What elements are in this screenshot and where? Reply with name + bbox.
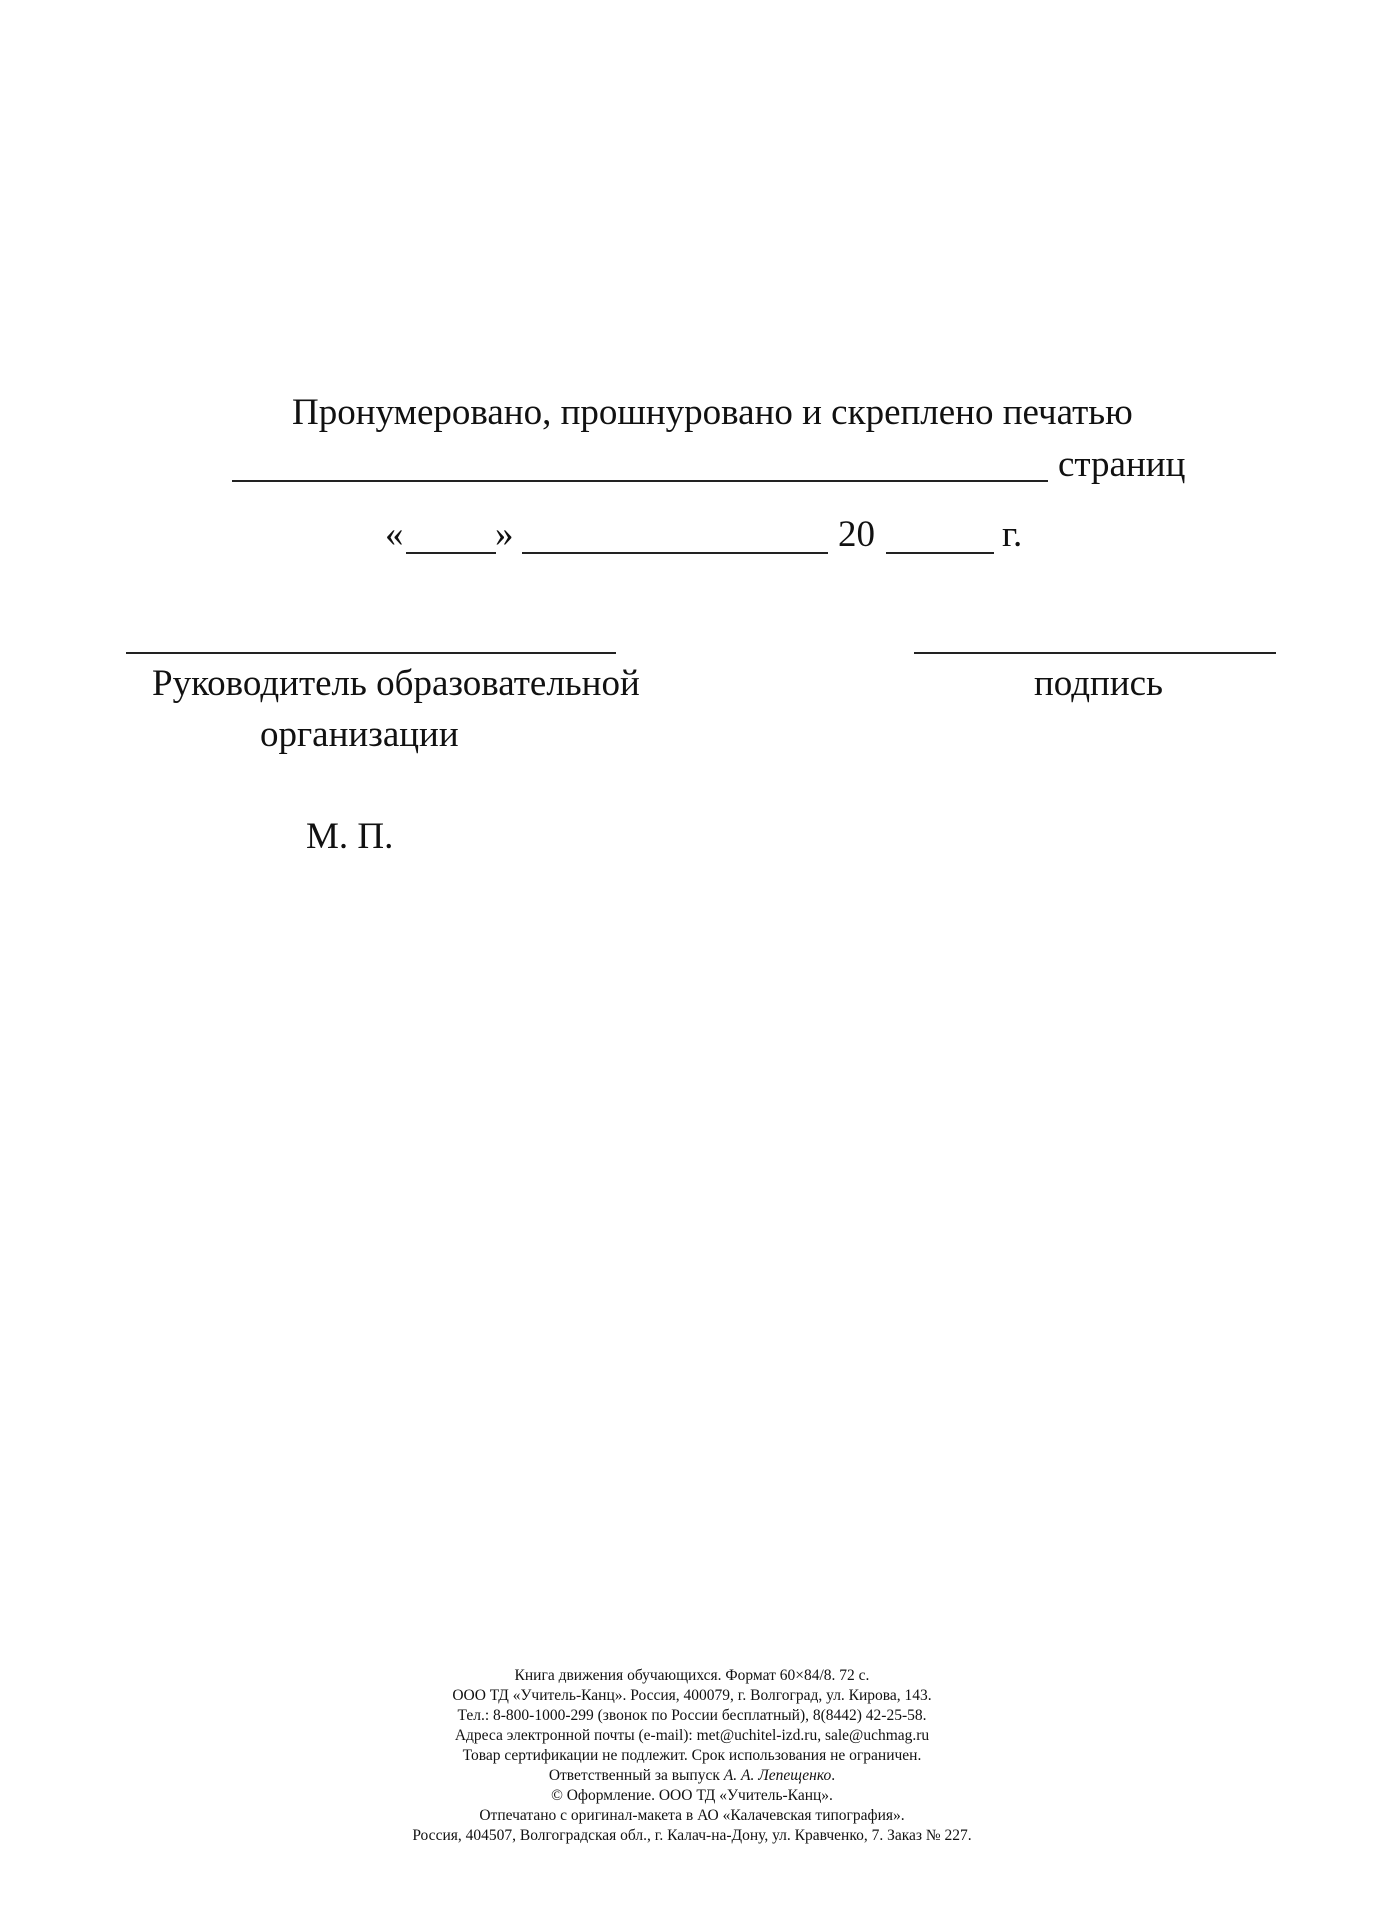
- imprint-line: Тел.: 8-800-1000-299 (звонок по России бесплатный), 8(8442) 42-25-58.: [457, 1707, 927, 1724]
- imprint-line: Отпечатано с оригинал-макета в АО «Калачевская типография».: [479, 1807, 905, 1824]
- date-year-prefix: 20: [838, 514, 875, 555]
- imprint-line-responsible: [0, 1766, 1384, 1786]
- responsible-suffix: .: [831, 1767, 836, 1784]
- imprint-line: Товар сертификации не подлежит. Срок использования не ограничен.: [462, 1747, 922, 1764]
- imprint-line: © Оформление. ООО ТД «Учитель-Канц».: [551, 1787, 833, 1804]
- responsible-name: А. А. Лепещенко: [723, 1767, 832, 1784]
- imprint-line: Россия, 404507, Волгоградская обл., г. Калач-на-Дону, ул. Кравченко, 7. Заказ № 227.: [412, 1827, 972, 1844]
- date-month-field: [522, 552, 828, 554]
- pages-count-field: [232, 480, 1048, 482]
- head-name-field: [126, 652, 616, 654]
- pages-suffix-label: страниц: [1058, 444, 1186, 485]
- head-label-line1: Руководитель образовательной: [152, 663, 640, 704]
- date-close-quote: »: [495, 514, 514, 555]
- certification-title: Пронумеровано, прошнуровано и скреплено печатью: [292, 392, 1133, 433]
- head-label-line2: организации: [260, 714, 459, 755]
- date-open-quote: «: [385, 514, 404, 555]
- signature-label: подпись: [1034, 663, 1163, 704]
- responsible-prefix: Ответственный за выпуск: [548, 1767, 720, 1784]
- signature-field: [914, 652, 1276, 654]
- date-year-suffix: г.: [1002, 514, 1023, 555]
- seal-label: М. П.: [306, 816, 394, 857]
- imprint: [0, 1666, 1384, 1846]
- date-year-field: [886, 552, 994, 554]
- date-day-field: [406, 552, 496, 554]
- imprint-line: Книга движения обучающихся. Формат 60×84/8. 72 с.: [514, 1667, 870, 1684]
- imprint-line: ООО ТД «Учитель-Канц». Россия, 400079, г. Волгоград, ул. Кирова, 143.: [452, 1687, 932, 1704]
- imprint-line: Адреса электронной почты (e-mail): met@uchitel-izd.ru, sale@uchmag.ru: [454, 1727, 930, 1744]
